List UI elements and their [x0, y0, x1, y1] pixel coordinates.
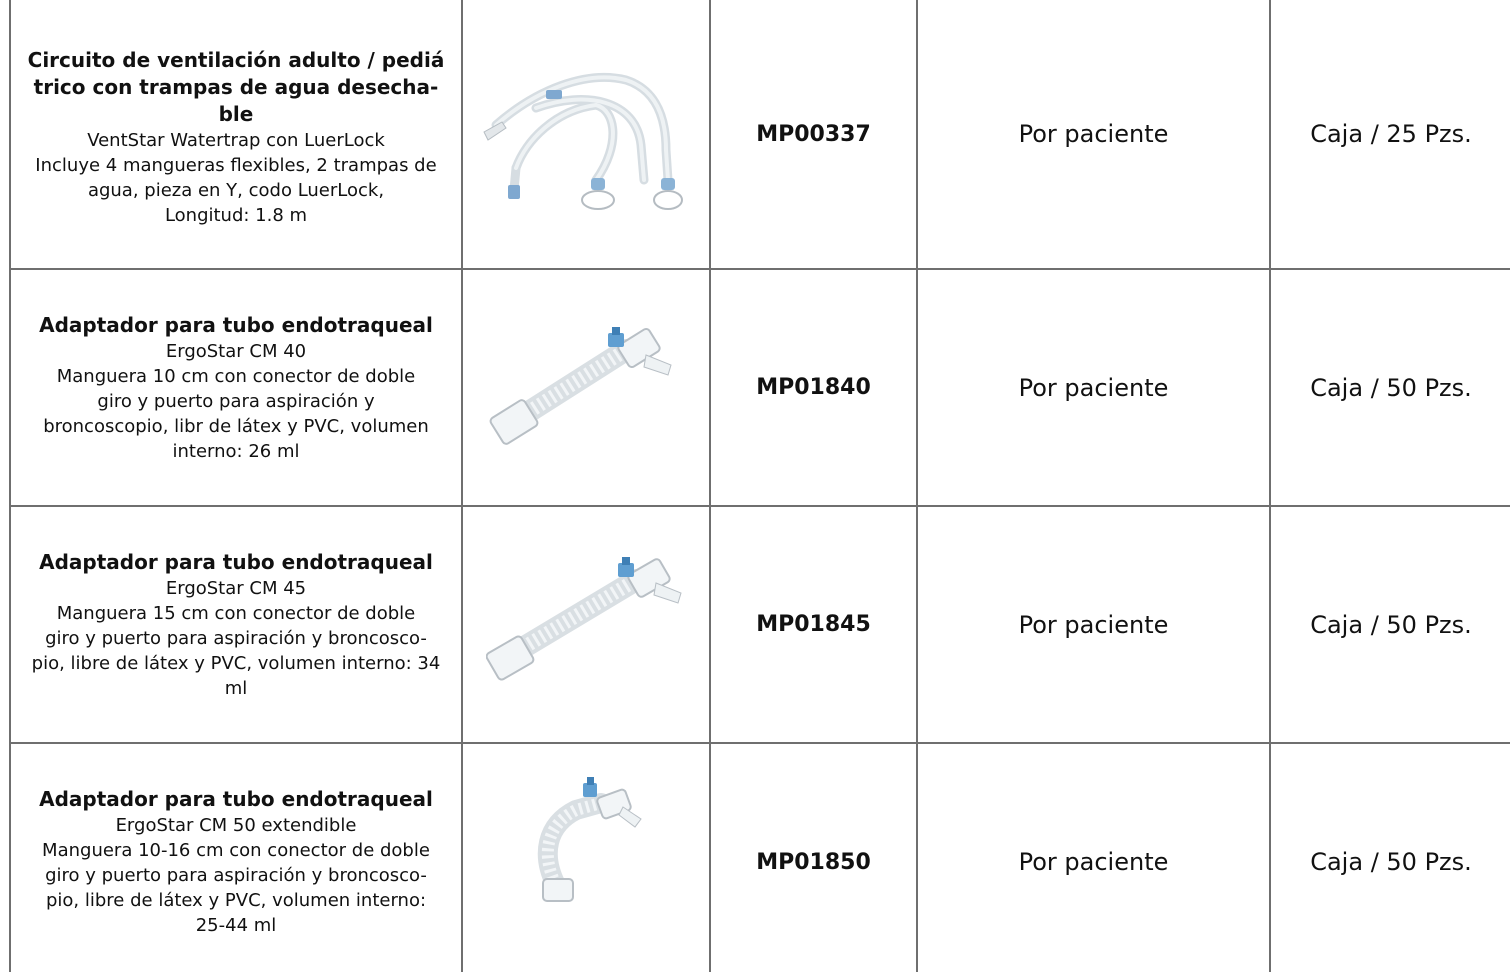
column-divider [461, 0, 463, 972]
package-label: Caja / 50 Pzs. [1310, 848, 1472, 876]
product-detail: giro y puerto para aspiración y broncosco- [45, 865, 427, 886]
package-label: Caja / 25 Pzs. [1310, 120, 1472, 148]
package-label: Caja / 50 Pzs. [1310, 373, 1472, 402]
column-divider [1269, 0, 1271, 972]
product-detail: pio, libre de látex y PVC, volumen interno: 34 [31, 652, 441, 674]
column-divider [9, 0, 11, 972]
usage-label: Por paciente [1018, 610, 1169, 639]
product-code: MP00337 [756, 121, 871, 147]
product-detail: Longitud: 1.8 m [164, 205, 308, 226]
product-title: Adaptador para tubo endotraqueal [39, 549, 433, 574]
product-description [12, 270, 460, 505]
product-detail: giro y puerto para aspiración y [97, 390, 375, 412]
product-detail: ml [224, 677, 248, 699]
product-detail: Incluye 4 mangueras flexibles, 2 trampas de [35, 155, 437, 176]
product-title: Adaptador para tubo endotraqueal [39, 787, 433, 811]
ventilation-circuit-icon [464, 20, 708, 250]
usage-label: Por paciente [1018, 848, 1169, 876]
product-detail: pio, libre de látex y PVC, volumen interno: [45, 890, 427, 911]
product-description [12, 744, 460, 980]
product-detail: Manguera 10 cm con conector de doble [56, 365, 416, 387]
product-detail: Manguera 10-16 cm con conector de doble [42, 840, 430, 861]
product-detail: broncoscopio, libr de látex y PVC, volumen [43, 415, 429, 437]
usage-label: Por paciente [1018, 373, 1169, 402]
endotracheal-adapter-icon [464, 290, 708, 490]
product-detail: interno: 26 ml [172, 440, 300, 462]
endotracheal-adapter-icon [464, 520, 708, 720]
column-divider [916, 0, 918, 972]
extendible-adapter-icon [464, 760, 708, 920]
product-detail: Manguera 15 cm con conector de doble [56, 602, 416, 624]
product-model: VentStar Watertrap con LuerLock [87, 130, 385, 151]
product-detail: 25-44 ml [195, 915, 277, 936]
package-label: Caja / 50 Pzs. [1310, 610, 1472, 639]
product-detail: giro y puerto para aspiración y broncosco- [45, 627, 427, 649]
column-divider [709, 0, 711, 972]
product-model: ErgoStar CM 50 extendible [115, 815, 357, 836]
product-code: MP01850 [756, 849, 871, 875]
product-detail: agua, pieza en Y, codo LuerLock, [87, 180, 385, 201]
product-code: MP01845 [756, 612, 871, 637]
usage-label: Por paciente [1018, 120, 1169, 148]
product-description [12, 40, 460, 235]
product-title: Circuito de ventilación adulto / pediá trico con trampas de agua desecha- ble [27, 48, 445, 126]
product-code: MP01840 [756, 375, 871, 400]
product-model: ErgoStar CM 40 [165, 340, 307, 362]
product-model: ErgoStar CM 45 [165, 577, 307, 599]
product-description [12, 507, 460, 742]
product-title: Adaptador para tubo endotraqueal [39, 312, 433, 337]
